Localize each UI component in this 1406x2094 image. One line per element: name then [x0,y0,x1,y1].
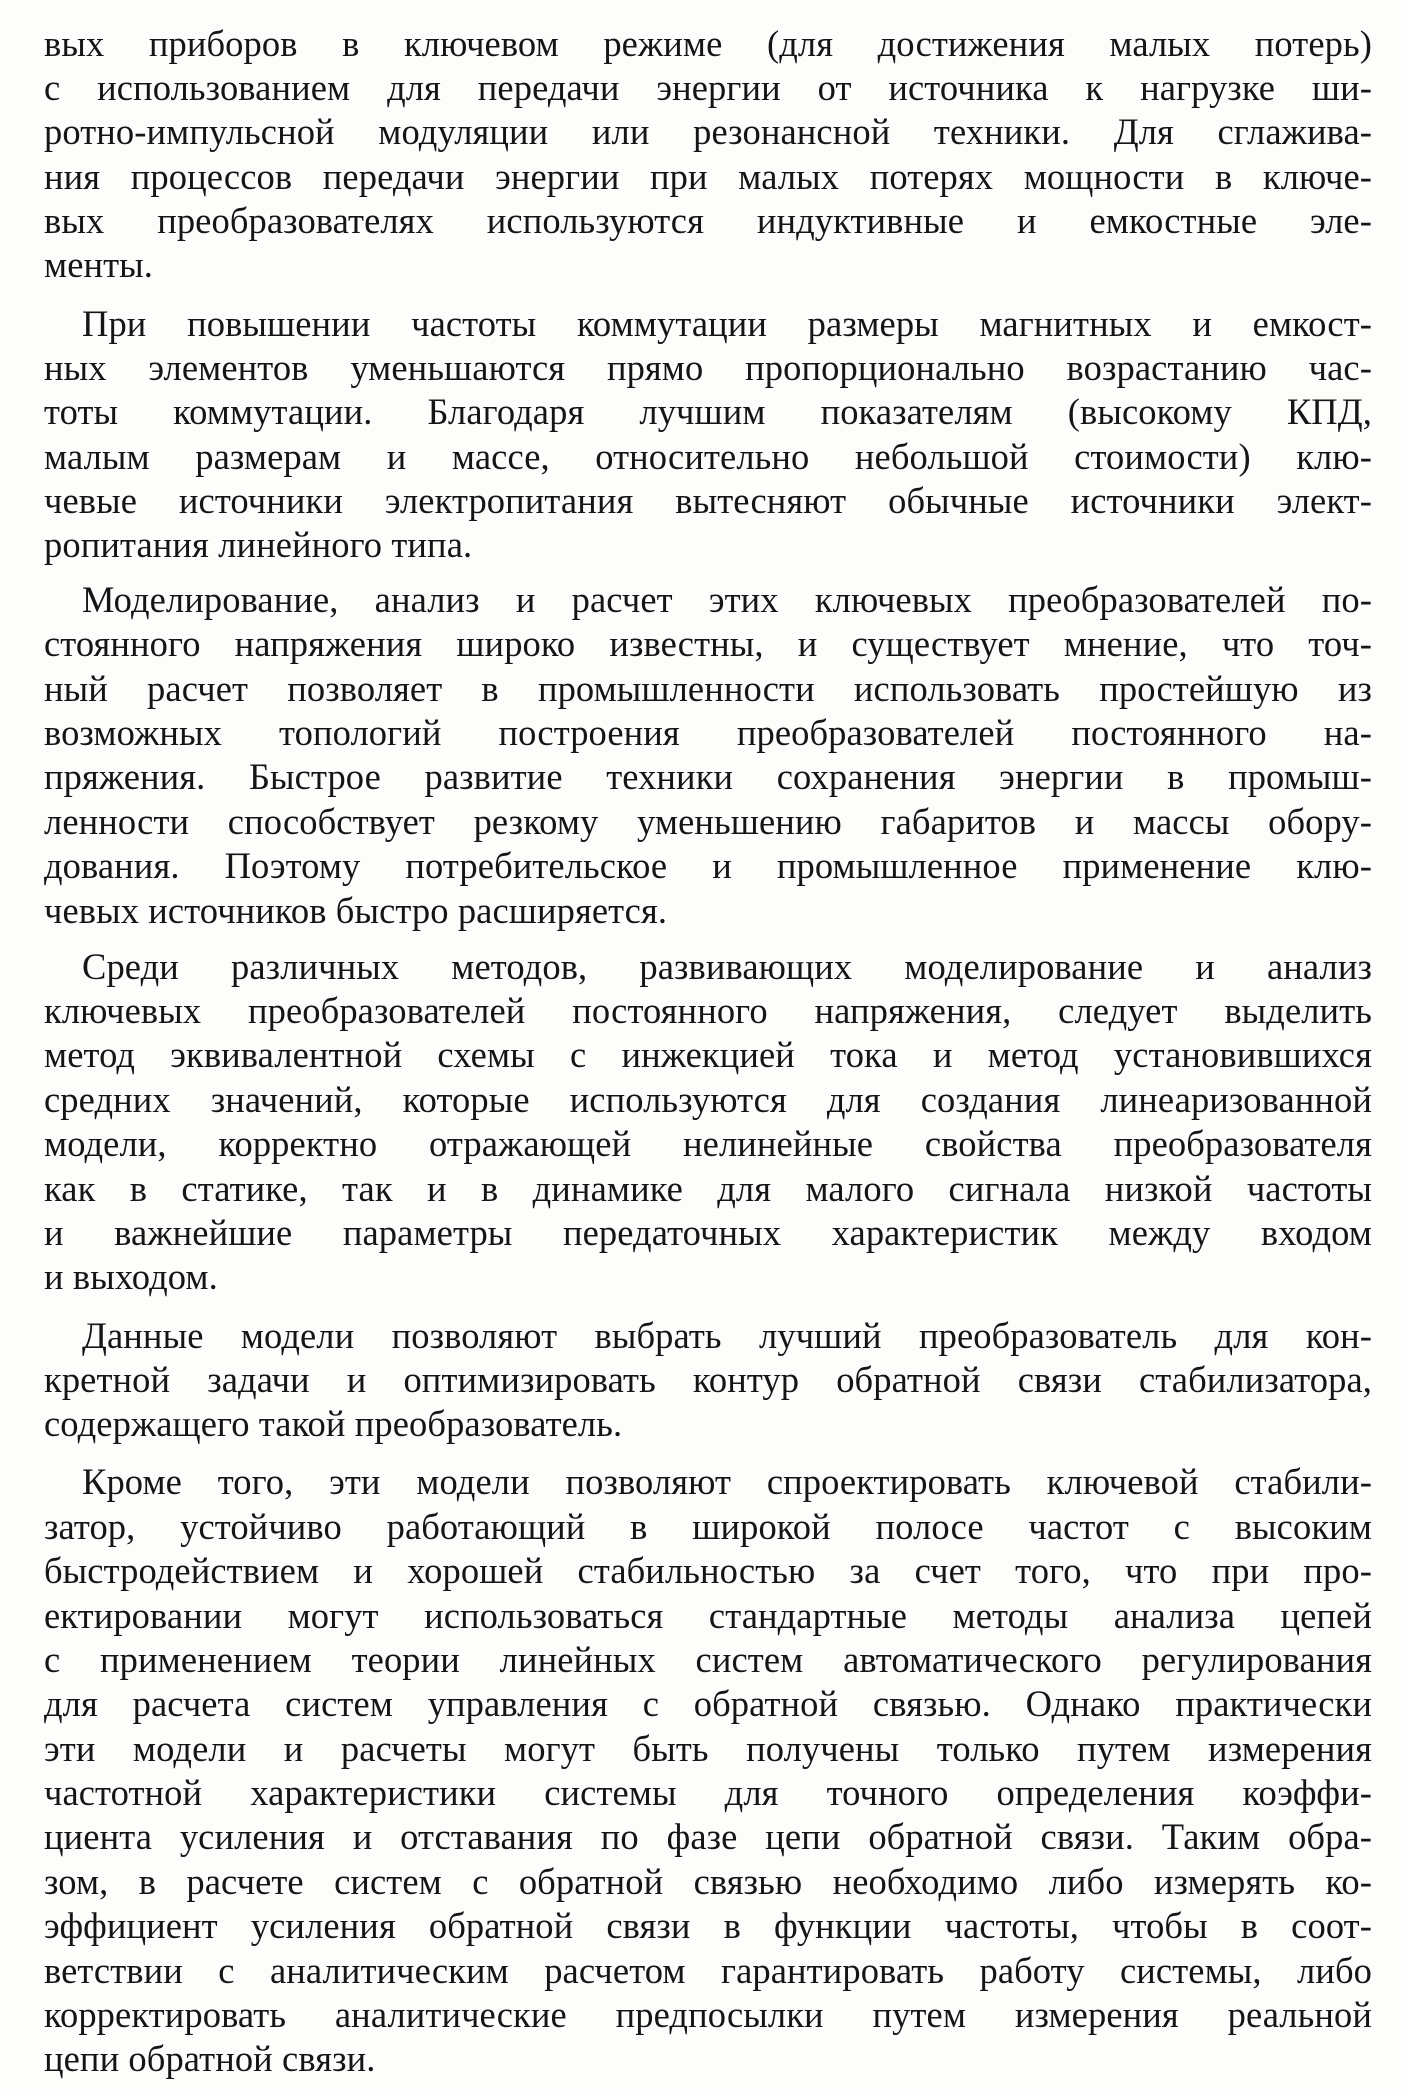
line-text: зом, в расчете систем с обратной связью необходимо либо измерять ко- [44,1861,1372,1902]
line-text: для расчета систем управления с обратной связью. Однако практически [44,1683,1372,1724]
text-line [0,1253,1406,1301]
text-line [0,1858,1406,1906]
line-text: как в статике, так и в динамике для малого сигнала низкой частоты [44,1168,1372,1209]
text-line [0,1356,1406,1404]
text-line [0,108,1406,156]
text-line [0,1120,1406,1168]
text-line [0,1076,1406,1124]
line-text: затор, устойчиво работающий в широкой полосе частот с высоким [44,1506,1372,1547]
text-line [0,1503,1406,1551]
line-text: средних значений, которые используются для создания линеаризованной [44,1079,1372,1120]
line-text: возможных топологий построения преобразователей постоянного на- [44,712,1372,753]
text-line [0,887,1406,935]
text-line [0,241,1406,289]
line-text: Среди различных методов, развивающих моделирование и анализ [82,946,1372,987]
text-line [0,1312,1406,1360]
line-text: ротно-импульсной модуляции или резонансной техники. Для сглажива- [44,111,1372,152]
text-line [0,344,1406,392]
line-text: Моделирование, анализ и расчет этих ключевых преобразователей по- [82,579,1372,620]
text-line [0,2035,1406,2083]
text-line [0,1400,1406,1448]
line-text: корректировать аналитические предпосылки путем измерения реальной [44,1994,1372,2035]
line-text: вых приборов в ключевом режиме (для достижения малых потерь) [44,23,1372,64]
line-text: пряжения. Быстрое развитие техники сохранения энергии в промыш- [44,756,1372,797]
line-text: кретной задачи и оптимизировать контур обратной связи стабилизатора, [44,1359,1372,1400]
line-text: Кроме того, эти модели позволяют спроектировать ключевой стабили- [82,1461,1372,1502]
text-line [0,1947,1406,1995]
line-text: с применением теории линейных систем автоматического регулирования [44,1639,1372,1680]
text-line [0,1769,1406,1817]
line-text: вых преобразователях используются индуктивные и емкостные эле- [44,200,1372,241]
text-line [0,1547,1406,1595]
text-line [0,1209,1406,1257]
line-text: модели, корректно отражающей нелинейные свойства преобразователя [44,1123,1372,1164]
text-line [0,433,1406,481]
line-text: При повышении частоты коммутации размеры магнитных и емкост- [82,303,1372,344]
line-text: ния процессов передачи энергии при малых потерях мощности в ключе- [44,156,1372,197]
text-line [0,477,1406,525]
text-line [0,987,1406,1035]
text-line [0,753,1406,801]
line-text: содержащего такой преобразователь. [44,1403,623,1444]
text-line [0,1458,1406,1506]
text-line [0,842,1406,890]
line-text: дования. Поэтому потребительское и промышленное применение клю- [44,845,1372,886]
text-line [0,709,1406,757]
text-line [0,153,1406,201]
line-text: тоты коммутации. Благодаря лучшим показателям (высокому КПД, [44,391,1372,432]
line-text: эти модели и расчеты могут быть получены только путем измерения [44,1728,1372,1769]
line-text: чевые источники электропитания вытесняют обычные источники элект- [44,480,1372,521]
line-text: циента усиления и отставания по фазе цепи обратной связи. Таким обра- [44,1816,1372,1857]
text-line [0,1902,1406,1950]
text-line [0,197,1406,245]
text-line [0,1813,1406,1861]
line-text: ных элементов уменьшаются прямо пропорционально возрастанию час- [44,347,1372,388]
line-text: стоянного напряжения широко известны, и существует мнение, что точ- [44,623,1372,664]
line-text: ный расчет позволяет в промышленности использовать простейшую из [44,668,1372,709]
line-text: малым размерам и массе, относительно небольшой стоимости) клю- [44,436,1372,477]
line-text: метод эквивалентной схемы с инжекцией тока и метод установившихся [44,1034,1372,1075]
line-text: ключевых преобразователей постоянного напряжения, следует выделить [44,990,1372,1031]
line-text: с использованием для передачи энергии от источника к нагрузке ши- [44,67,1372,108]
line-text: ленности способствует резкому уменьшению габаритов и массы обору- [44,801,1372,842]
text-line [0,521,1406,569]
line-text: и важнейшие параметры передаточных характеристик между входом [44,1212,1372,1253]
text-line [0,576,1406,624]
text-line [0,798,1406,846]
text-line [0,1991,1406,2039]
line-text: ветствии с аналитическим расчетом гарантировать работу системы, либо [44,1950,1372,1991]
text-line [0,1031,1406,1079]
text-line [0,1680,1406,1728]
text-line [0,1725,1406,1773]
line-text: Данные модели позволяют выбрать лучший преобразователь для кон- [82,1315,1372,1356]
line-text: чевых источников быстро расширяется. [44,890,668,931]
text-line [0,64,1406,112]
text-line [0,1165,1406,1213]
text-line [0,1636,1406,1684]
text-line [0,943,1406,991]
text-line [0,620,1406,668]
text-line [0,1592,1406,1640]
text-line [0,665,1406,713]
line-text: частотной характеристики системы для точного определения коэффи- [44,1772,1372,1813]
text-line [0,388,1406,436]
text-line [0,300,1406,348]
text-line [0,20,1406,68]
line-text: ектировании могут использоваться стандартные методы анализа цепей [44,1595,1372,1636]
line-text: цепи обратной связи. [44,2038,376,2079]
line-text: эффициент усиления обратной связи в функции частоты, чтобы в соот- [44,1905,1372,1946]
line-text: и выходом. [44,1256,218,1297]
line-text: ропитания линейного типа. [44,524,473,565]
line-text: менты. [44,244,154,285]
line-text: быстродействием и хорошей стабильностью за счет того, что при про- [44,1550,1372,1591]
